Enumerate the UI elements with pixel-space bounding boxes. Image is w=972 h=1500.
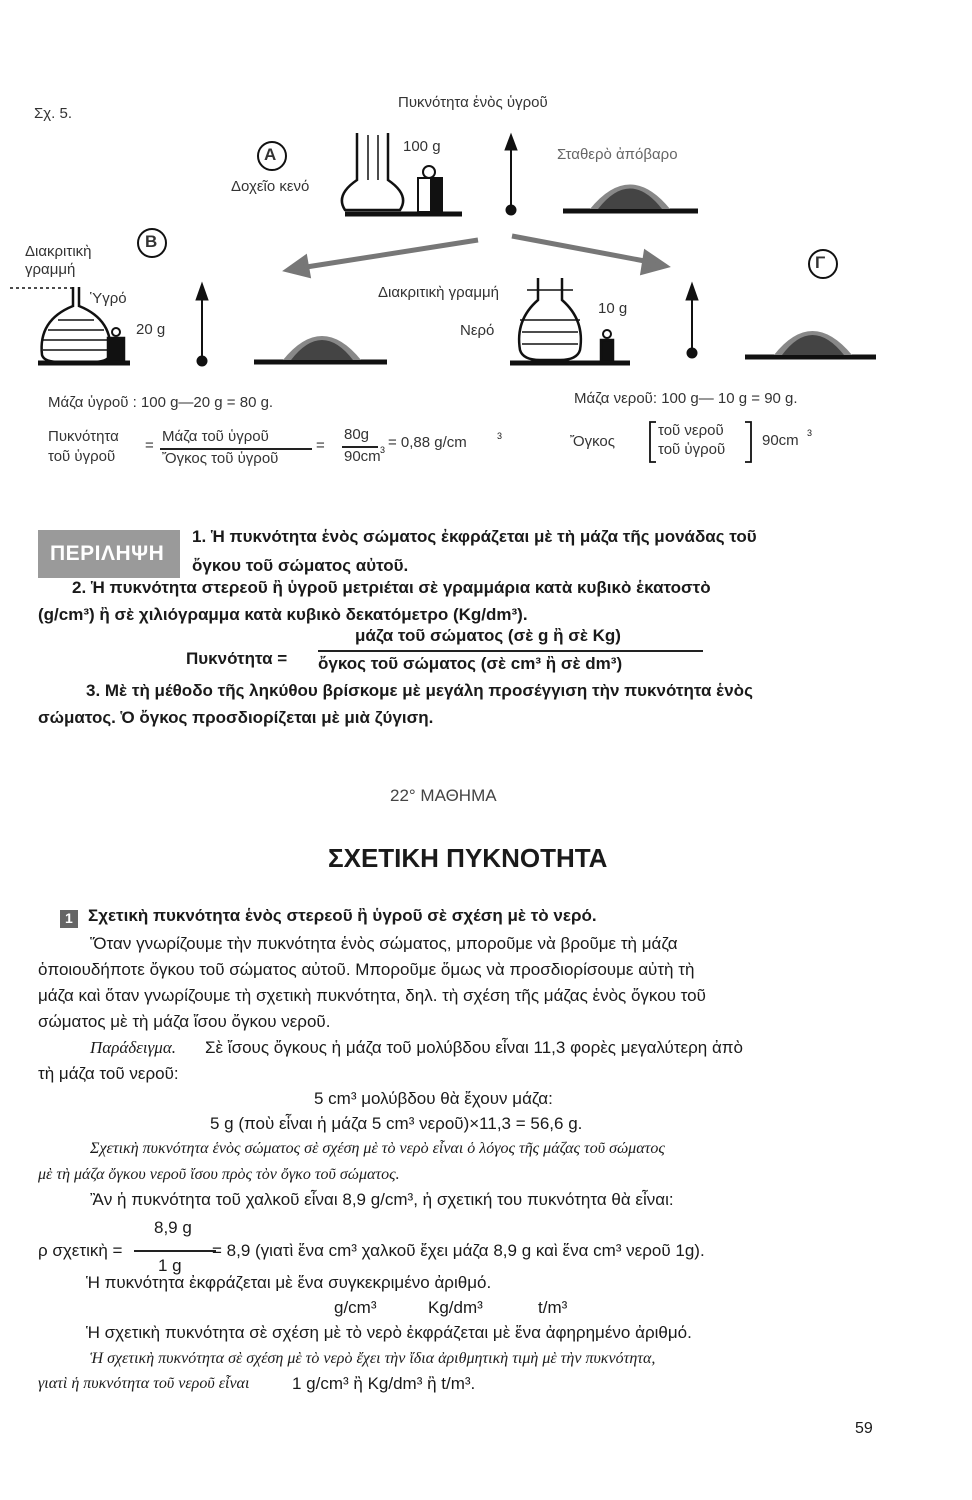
example-label: Παράδειγμα.: [90, 1038, 177, 1057]
lesson-number: 22° ΜΑΘΗΜΑ: [390, 786, 497, 805]
unit-g-cm3: g/cm³: [334, 1298, 377, 1317]
summary-badge: ΠΕΡΙΛΗΨΗ: [38, 530, 180, 578]
unit-kg-dm3: Kg/dm³: [428, 1298, 483, 1317]
tare-b: [254, 336, 387, 362]
density-val-den: 90cm: [344, 448, 381, 465]
density-den: Ὄγκος τοῦ ὑγροῦ: [162, 450, 279, 467]
marker-b: B: [145, 232, 158, 251]
abstract-line: Ἡ σχετικὴ πυκνότητα σὲ σχέση μὲ τὸ νερὸ ἐκφράζεται μὲ ἕνα ἀφηρημένο ἀριθμό.: [86, 1323, 692, 1342]
summary-p2-line2: (g/cm³) ἢ σὲ χιλιόγραμμα κατὰ κυβικὸ δεκατόμετρο (Kg/dm³).: [38, 605, 528, 624]
summary-p1-line2: ὄγκου τοῦ σώματος αὐτοῦ.: [192, 556, 409, 575]
density-result: = 0,88 g/cm: [388, 434, 467, 451]
section-title: Σχετικὴ πυκνότητα ἑνὸς στερεοῦ ἢ ὑγροῦ σὲ σχέση μὲ τὸ νερό.: [88, 906, 597, 925]
critical-line-center-label: Διακριτικὴ γραμμή: [378, 284, 499, 301]
balance-c: [510, 278, 630, 363]
final-italic-line2a: γιατὶ ἡ πυκνότητα τοῦ νεροῦ εἶναι: [38, 1375, 250, 1392]
fixed-tare-label: Σταθερὸ ἀπόβαρο: [557, 146, 678, 163]
figure-label: Σχ. 5.: [34, 105, 72, 122]
density-lhs-1: Πυκνότητα: [48, 428, 119, 445]
example-line2: τὴ μάζα τοῦ νεροῦ:: [38, 1064, 179, 1083]
density-val-num: 80g: [344, 426, 370, 443]
figure-title: Πυκνότητα ἑνὸς ὑγροῦ: [398, 94, 548, 111]
mass-water: Μάζα νεροῦ: 100 g— 10 g = 90 g.: [574, 390, 798, 407]
rho-label: ρ σχετικὴ =: [38, 1241, 123, 1260]
number-line: Ἡ πυκνότητα ἐκφράζεται μὲ ἕνα συγκεκριμένο ἀριθμό.: [86, 1273, 492, 1292]
para1-line4: σώματος μὲ τὴ μάζα ἴσου ὄγκου νεροῦ.: [38, 1012, 331, 1031]
para1-line3: μάζα καὶ ὅταν γνωρίζουμε τὴ σχετικὴ πυκνότητα, δηλ. τὴ σχέση τῆς μάζας ἑνὸς ὄγκου τοῦ: [38, 986, 706, 1005]
density-lhs-2: τοῦ ὑγροῦ: [48, 448, 116, 465]
rho-rest: = 8,9 (γιατὶ ἕνα cm³ χαλκοῦ ἔχει μάζα 8,9 g καὶ ἕνα cm³ νεροῦ 1g).: [212, 1241, 705, 1260]
critical-line-b-label: Διακριτικὴ γραμμή: [25, 243, 92, 278]
page-number: 59: [855, 1420, 873, 1437]
weight-20-label: 20 g: [136, 321, 166, 338]
pointer-c: [686, 283, 698, 358]
weight-100-label: 100 g: [403, 138, 441, 155]
liquid-label: Ὑγρό: [90, 290, 127, 307]
para1-line2: ὁποιουδήποτε ὄγκου τοῦ σώματος αὐτοῦ. Μποροῦμε ὅμως νὰ προσδιορίσουμε αὐτὴ τὴ: [38, 960, 695, 979]
empty-container-label: Δοχεῖο κενό: [231, 178, 310, 195]
tare-c: [745, 331, 876, 357]
mass-liquid: Μάζα ὑγροῦ : 100 g—20 g = 80 g.: [48, 394, 274, 411]
unit-t-m3: t/m³: [538, 1298, 568, 1317]
arrow-left: [288, 240, 478, 275]
summary-p3-line1: 3. Μὲ τὴ μέθοδο τῆς ληκύθου βρίσκομε μὲ μεγάλη προσέγγιση τὴν πυκνότητα ἑνὸς: [86, 681, 753, 700]
definition-line1: Σχετικὴ πυκνότητα ἑνὸς σώματος σὲ σχέση μὲ τὸ νερὸ εἶναι ὁ λόγος τῆς μάζας τοῦ σώματος: [90, 1140, 665, 1157]
formula-den: ὄγκος τοῦ σώματος (σὲ cm³ ἢ σὲ dm³): [318, 654, 623, 673]
volume-label: Ὄγκος: [570, 433, 615, 450]
calc-line1: 5 cm³ μολύβδου θὰ ἔχουν μάζα:: [314, 1089, 553, 1108]
density-num: Μάζα τοῦ ὑγροῦ: [162, 428, 269, 445]
final-italic-line2b: 1 g/cm³ ἢ Kg/dm³ ἢ t/m³.: [292, 1374, 476, 1393]
weight-10-label: 10 g: [598, 300, 628, 317]
balance-a: [342, 133, 462, 214]
volume-value: 90cm: [762, 432, 799, 449]
tare-a: [563, 185, 698, 212]
water-label: Νερό: [460, 322, 495, 339]
rho-numerator: 8,9 g: [154, 1218, 192, 1237]
formula-label: Πυκνότητα =: [186, 649, 288, 668]
volume-liquid: τοῦ ὑγροῦ: [658, 441, 726, 458]
summary-p1-line1: 1. Ἡ πυκνότητα ἑνὸς σώματος ἐκφράζεται μὲ τὴ μάζα τῆς μονάδας τοῦ: [192, 527, 757, 546]
pointer-a: [505, 134, 517, 215]
volume-water: τοῦ νεροῦ: [658, 422, 724, 439]
formula-fraction-line: [318, 650, 703, 652]
definition-line2: μὲ τὴ μάζα ὄγκου νεροῦ ἴσου πρὸς τὸν ὄγκο τοῦ σώματος.: [38, 1166, 400, 1183]
rho-fraction-line: [134, 1250, 216, 1252]
final-italic-line1: Ἡ σχετικὴ πυκνότητα σὲ σχέση μὲ τὸ νερὸ ἔχει τὴν ἴδια ἀριθμητικὴ τιμὴ μὲ τὴν πυκνότητα,: [90, 1350, 656, 1367]
marker-c: Γ: [815, 253, 826, 272]
para1-line1: Ὅταν γνωρίζουμε τὴν πυκνότητα ἑνὸς σώματος, μποροῦμε νὰ βροῦμε τὴ μάζα: [90, 934, 678, 953]
pointer-b: [196, 283, 208, 366]
calc-line2: 5 g (ποὺ εἶναι ἡ μάζα 5 cm³ νεροῦ)×11,3 = 56,6 g.: [210, 1114, 583, 1133]
formula-num: μάζα τοῦ σώματος (σὲ g ἢ σὲ Kg): [355, 626, 621, 645]
lesson-title: ΣΧΕΤΙΚΗ ΠΥΚΝΟΤΗΤΑ: [328, 843, 608, 873]
marker-a: A: [264, 145, 277, 164]
weight-100: [418, 166, 442, 212]
example-line1: Σὲ ἴσους ὄγκους ἡ μάζα τοῦ μολύβδου εἶναι 11,3 φορὲς μεγαλύτερη ἀπὸ: [205, 1038, 743, 1057]
summary-p3-line2: σώματος. Ὁ ὄγκος προσδιορίζεται μὲ μιὰ ζύγιση.: [38, 708, 434, 727]
summary-p2-line1: 2. Ἡ πυκνότητα στερεοῦ ἢ ὑγροῦ μετριέται σὲ γραμμάρια κατὰ κυβικὸ ἑκατοστὸ: [72, 578, 711, 597]
rho-denominator: 1 g: [158, 1256, 182, 1275]
copper-line: Ἂν ἡ πυκνότητα τοῦ χαλκοῦ εἶναι 8,9 g/cm³, ἡ σχετική του πυκνότητα θὰ εἶναι:: [90, 1190, 674, 1209]
arrow-right: [512, 236, 665, 272]
section-number-box: 1: [60, 910, 78, 928]
